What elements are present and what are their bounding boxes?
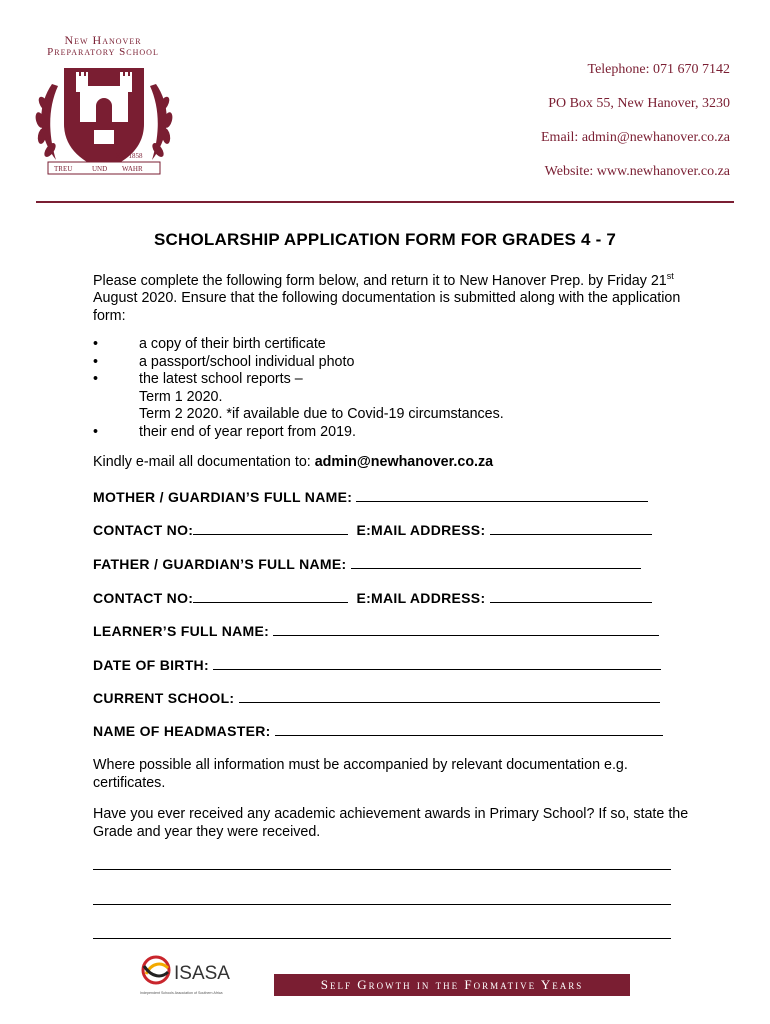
school-name-line1: New Hanover (64, 33, 142, 47)
form-title: SCHOLARSHIP APPLICATION FORM FOR GRADES 4 - 7 (153, 230, 617, 249)
documentation-list (93, 336, 504, 441)
contact-no-label: CONTACT NO: (93, 522, 194, 538)
list-item (93, 354, 504, 372)
footer-motto-bar (274, 974, 630, 996)
answer-line-3[interactable] (93, 938, 671, 939)
awards-question: Have you ever received any academic achievement awards in Primary School? If so, state the Grade and year they were received. (93, 806, 689, 840)
crest-est-text: Est. 1858 (116, 152, 143, 160)
doc-year-report: their end of year report from 2019. (139, 423, 356, 440)
list-item (93, 406, 504, 424)
contact-no-label-2: CONTACT NO: (93, 590, 194, 606)
footer-motto-text: Self Growth in the Formative Years (320, 977, 584, 992)
bullet: • (93, 336, 99, 352)
email-note (93, 454, 693, 472)
learner-name-input[interactable] (273, 622, 659, 636)
learner-name-label: LEARNER’S FULL NAME: (93, 623, 270, 639)
intro-sup: st (666, 271, 674, 281)
current-school-field (93, 689, 660, 706)
mother-name-label: MOTHER / GUARDIAN’S FULL NAME: (93, 489, 353, 505)
header-divider (36, 201, 734, 203)
intro-part1: Please complete the following form below, and return it to New Hanover Prep. by Friday 21 (93, 272, 667, 289)
school-crest-logo (30, 64, 178, 184)
answer-line-1[interactable] (93, 869, 671, 870)
crest-motto-3: WAHR (122, 165, 143, 173)
headmaster-field (93, 722, 663, 739)
bullet: • (93, 353, 99, 370)
doc-photo: a passport/school individual photo (139, 353, 355, 370)
list-item (93, 336, 504, 354)
list-item (93, 371, 504, 389)
contact-row-1 (93, 521, 652, 538)
doc-term2: Term 2 2020. *if available due to Covid-19 circumstances. (139, 406, 504, 422)
email-address-label-2: E:MAIL ADDRESS: (356, 590, 486, 606)
email-text: Email: admin@newhanover.co.za (541, 130, 730, 145)
dob-field (93, 656, 661, 673)
isasa-logo (138, 952, 250, 998)
email-note-address[interactable]: admin@newhanover.co.za (314, 454, 494, 470)
current-school-input[interactable] (239, 689, 660, 703)
doc-term1: Term 1 2020. (139, 388, 223, 405)
father-name-label: FATHER / GUARDIAN’S FULL NAME: (93, 556, 347, 572)
father-name-input[interactable] (351, 555, 641, 569)
list-item (93, 424, 504, 442)
dob-input[interactable] (213, 656, 661, 670)
contact-info (541, 60, 730, 196)
mother-name-field (93, 488, 648, 505)
answer-line-2[interactable] (93, 904, 671, 905)
contact-no-input-2[interactable] (193, 589, 348, 603)
bullet: • (93, 423, 99, 440)
isasa-text: ISASA (174, 963, 230, 984)
email-address-input-2[interactable] (490, 589, 652, 603)
telephone-text: Telephone: 071 670 7142 (587, 62, 730, 77)
list-item (93, 389, 504, 407)
crest-motto-1: TREU (54, 165, 73, 173)
isasa-subtitle: Independent Schools Association of Southern Africa (140, 991, 223, 995)
learner-name-field (93, 622, 659, 639)
email-address-input[interactable] (490, 521, 652, 535)
dob-label: DATE OF BIRTH: (93, 657, 209, 673)
headmaster-label: NAME OF HEADMASTER: (93, 723, 271, 739)
bullet: • (93, 371, 99, 387)
po-box-text: PO Box 55, New Hanover, 3230 (548, 96, 730, 111)
contact-row-2 (93, 589, 652, 606)
documentation-note: Where possible all information must be accompanied by relevant documentation e.g. certificates. (93, 757, 628, 791)
email-note-text: Kindly e-mail all documentation to: (93, 454, 315, 470)
headmaster-input[interactable] (275, 722, 663, 736)
current-school-label: CURRENT SCHOOL: (93, 690, 235, 706)
doc-birth-cert: a copy of their birth certificate (139, 336, 326, 352)
doc-reports: the latest school reports – (139, 371, 303, 387)
intro-paragraph (93, 268, 693, 325)
intro-part2: August 2020. Ensure that the following documentation is submitted along with the application form: (93, 290, 681, 324)
contact-no-input[interactable] (193, 521, 348, 535)
website-text: Website: www.newhanover.co.za (544, 164, 730, 179)
school-name (38, 34, 168, 58)
crest-motto-2: UND (92, 165, 108, 173)
father-name-field (93, 555, 641, 572)
email-address-label: E:MAIL ADDRESS: (356, 522, 486, 538)
mother-name-input[interactable] (356, 488, 648, 502)
school-name-line2: Preparatory School (47, 46, 159, 58)
